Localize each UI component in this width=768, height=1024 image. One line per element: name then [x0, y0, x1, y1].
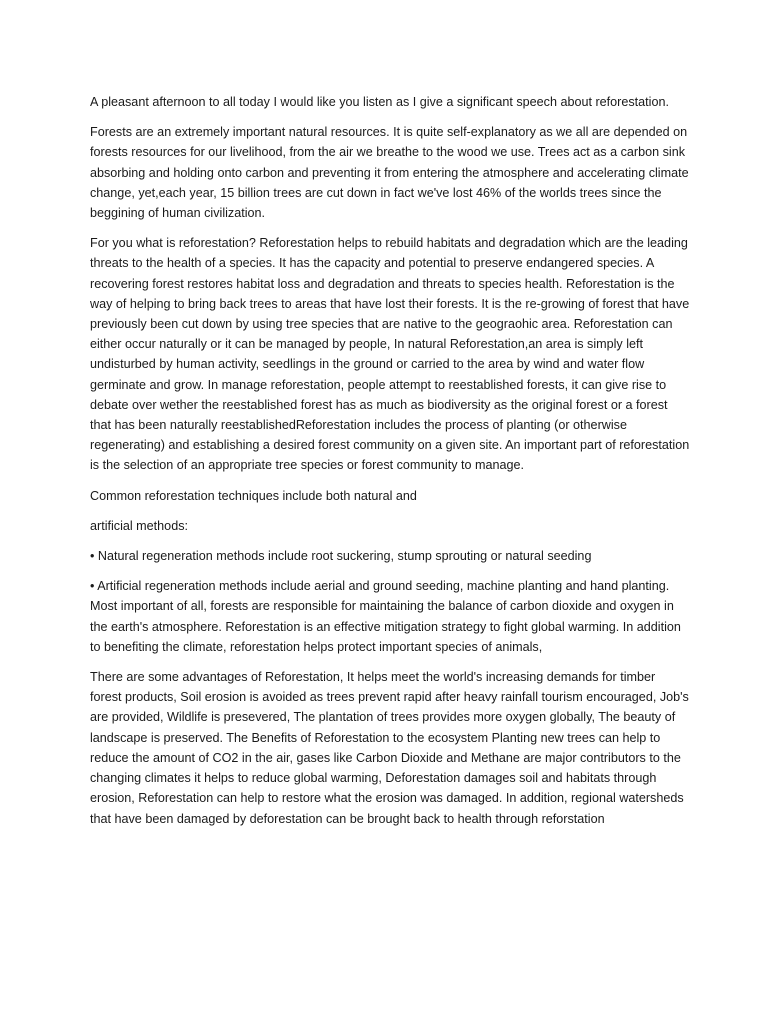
techniques-intro-paragraph: Common reforestation techniques include both natural and [90, 488, 417, 503]
document-body [90, 92, 690, 839]
techniques-intro-continued-paragraph: artificial methods: [90, 518, 188, 533]
reforestation-definition-paragraph: For you what is reforestation? Reforestation helps to rebuild habitats and degradation which are the leading threats to the health of a species. It has the capacity and potential to preserve endangered species. A recovering forest restores habitat loss and degradation and threats to species health. Reforestation is the way of helping to bring back trees to areas that have lost their forests. It is the re-growing of forest that have previously been cut down by using tree species that are native to the geograohic area. Reforestation can either occur naturally or it can be managed by people, In natural Reforestation,an area is simply left undisturbed by human activity, seedlings in the ground or carried to the area by wind and water flow germinate and grow. In manage reforestation, people attempt to reestablished forests, it can give rise to debate over wether the reestablished forest has as much as biodiversity as the original forest or a forest that has been naturally reestablishedReforestation includes the process of planting (or otherwise regenerating) and establishing a desired forest community on a given site. An important part of reforestation is the selection of an appropriate tree species or forest community to manage. [90, 236, 690, 473]
natural-regeneration-bullet: • Natural regeneration methods include root suckering, stump sprouting or natural seeding [90, 549, 592, 564]
intro-paragraph: A pleasant afternoon to all today I would like you listen as I give a significant speech about reforestation. [90, 95, 669, 109]
forests-paragraph: Forests are an extremely important natural resources. It is quite self-explanatory as we all are depended on forests resources for our livelihood, from the air we breathe to the wood we use. Trees act as a carbon sink absorbing and holding onto carbon and preventing it from entering the atmosphere and accelerating climate change, yet,each year, 15 billion trees are cut down in fact we've lost 46% of the worlds trees since the beggining of human civilization. [90, 125, 689, 221]
advantages-paragraph: There are some advantages of Reforestation, It helps meet the world's increasing demands for timber forest products, Soil erosion is avoided as trees prevent rapid after heavy rainfall tourism encouraged, Job's are provided, Wildlife is presevered, The plantation of trees provides more oxygen globally, The beauty of landscape is preserved. The Benefits of Reforestation to the ecosystem Planting new trees can help to reduce the amount of CO2 in the air, gases like Carbon Dioxide and Methane are major contributors to the changing climates it helps to reduce global warming, Deforestation damages soil and habitats through erosion, Reforestation can help to restore what the erosion was damaged. In addition, regional watersheds that have been damaged by deforestation can be brought back to health through reforstation [90, 670, 689, 826]
artificial-regeneration-bullet: • Artificial regeneration methods include aerial and ground seeding, machine planting and hand planting. Most important of all, forests are responsible for maintaining the balance of carbon dioxide and oxygen in the earth's atmosphere. Reforestation is an effective mitigation strategy to fight global warming. In addition to benefiting the climate, reforestation helps protect important species of animals, [90, 579, 681, 654]
